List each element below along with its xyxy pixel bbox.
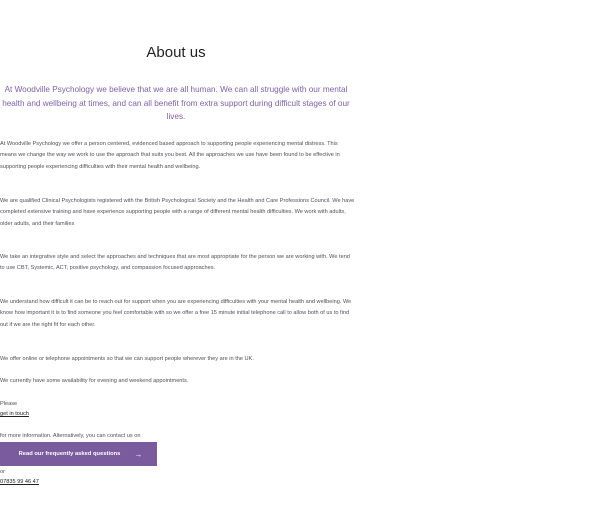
faq-button[interactable] xyxy=(0,442,157,466)
paragraph-approach: At Woodville Psychology we offer a person centered, evidenced based approach to supporting people experiencing mental distress. This means we change the way we work to use the approach that suits you best. All the approaches we use have been found to be effective in supporting people experiencing difficulties with their mental health and wellbeing. xyxy=(0,141,340,170)
paragraph-reach-out: We understand how difficult it can be to reach out for support when you are experiencing difficulties with your mental health and wellbeing. We know how important it is to find someone you feel comfortable with so we offer a free 15 minute initial telephone call to allow both of us to find out if we are the right fit for each other. xyxy=(0,299,352,328)
arrow-right-icon: → xyxy=(134,449,143,459)
please-text: Please xyxy=(0,401,18,407)
more-info-text: for more information. Alternatively, you can contact us on xyxy=(0,433,141,439)
get-in-touch-link[interactable]: get in touch xyxy=(0,411,29,417)
paragraph-online: We offer online or telephone appointments so that we can support people wherever they are in the UK. xyxy=(0,356,254,362)
paragraph-qualifications: We are qualified Clinical Psychologists registered with the British Psychological Society and the Health and Care Professions Council. We have completed extensive training and have experience supporting people with a range of different mental health difficulties. We work with adults, older adults, and their families xyxy=(0,198,355,227)
or-text: or xyxy=(0,469,5,475)
page-title: About us xyxy=(146,44,206,61)
faq-button-label: Read our frequently asked questions xyxy=(18,451,121,457)
paragraph-integrative: We take an integrative style and select the approaches and techniques that are most appropriate for the person we are working with. We tend to use CBT, Systemic, ACT, positive psychology, and compassion focused approaches. xyxy=(0,254,350,272)
intro-text: At Woodville Psychology we believe that we are all human. We can all struggle with our mental health and wellbeing at times, and can all benefit from extra support during difficult stages of our lives. xyxy=(2,85,350,121)
phone-link[interactable]: 07835 99 46 47 xyxy=(0,479,39,485)
paragraph-availability: We currently have some availability for evening and weekend appointments. xyxy=(0,378,189,384)
